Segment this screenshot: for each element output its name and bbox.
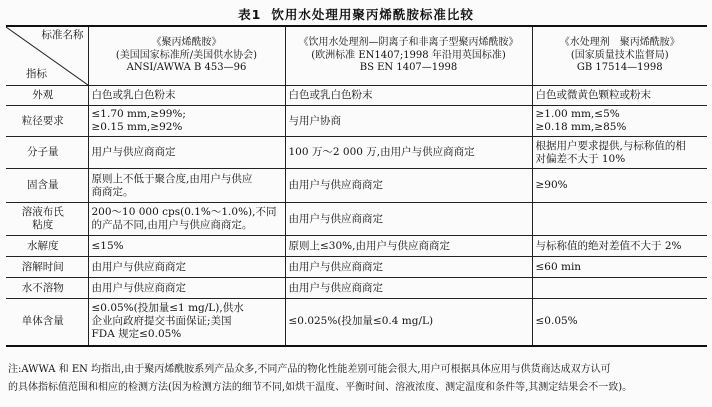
value-cell: 100 万～2 000 万,由用户与供应商商定 — [285, 137, 532, 169]
table-row — [6, 169, 707, 203]
value-cell: 原则上不低于聚合度,由用户与供应 商商定。 — [88, 169, 285, 203]
value-cell: ≤1.70 mm,≥99%; ≥0.15 mm,≥92% — [88, 106, 285, 137]
indicator-cell: 分子量 — [6, 137, 88, 169]
table-row — [6, 203, 707, 236]
value-cell: 由用户与供应商商定 — [88, 278, 285, 299]
table-row — [6, 278, 707, 299]
indicator-cell: 粒径要求 — [6, 106, 88, 137]
table-row — [6, 257, 707, 278]
value-cell: 根据用户要求提供,与标称值的相 对偏差不大于 10% — [532, 137, 707, 169]
indicator-cell: 溶解时间 — [6, 257, 88, 278]
value-cell: 由用户与供应商商定 — [285, 278, 532, 299]
value-cell: 与用户协商 — [285, 106, 532, 137]
table-row — [6, 86, 707, 106]
value-cell: 白色或乳白色粉末 — [285, 86, 532, 106]
value-cell: ≥1.00 mm,≤5% ≥0.18 mm,≥85% — [532, 106, 707, 137]
value-cell — [532, 203, 707, 236]
value-cell: ≤15% — [88, 236, 285, 257]
indicator-label: 指标 — [26, 68, 47, 80]
footnote-line-1: 注:AWWA 和 EN 均指出,由于聚丙烯酰胺系列产品众多,不同产品的物化性能差别可能会很大,用户可根据具体应用与供货商达成双方认可 — [8, 364, 611, 375]
indicator-cell: 固含量 — [6, 169, 88, 203]
value-cell: 由用户与供应商商定 — [88, 257, 285, 278]
indicator-cell: 水不溶物 — [6, 278, 88, 299]
standard-name-label: 标准名称 — [41, 29, 84, 41]
table-title — [0, 5, 712, 23]
value-cell: 用户与供应商商定 — [88, 137, 285, 169]
comparison-table — [6, 25, 707, 347]
value-cell: 与标称值的绝对差值不大于 2% — [532, 236, 707, 257]
value-cell: 由用户与供应商商定 — [285, 257, 532, 278]
footnote-line-2: 的具体指标值范围和相应的检测方法(因为检测方法的细节不同,如烘干温度、平衡时间、溶液浓度、测定温度和条件等,其测定结果会不一致)。 — [8, 382, 633, 393]
value-cell: 白色或乳白色粉末 — [88, 86, 285, 106]
indicator-cell: 单体含量 — [6, 299, 88, 346]
value-cell: 由用户与供应商商定 — [285, 203, 532, 236]
table-row — [6, 299, 707, 346]
value-cell — [532, 278, 707, 299]
indicator-cell: 外观 — [6, 86, 88, 106]
standard-header-gb: 《水处理剂 聚丙烯酰胺》 (国家质量技术监督局) GB 17514—1998 — [532, 26, 707, 86]
table-footnote — [8, 361, 708, 397]
value-cell: ≤60 min — [532, 257, 707, 278]
value-cell: 原则上≤30%,由用户与供应商商定 — [285, 236, 532, 257]
standard-header-ansi: 《聚丙烯酰胺》 (美国国家标准所/美国供水协会) ANSI/AWWA B 453—96 — [88, 26, 285, 86]
standard-header-en: 《饮用水处理剂—阴离子和非离子型聚丙烯酰胺》 (欧洲标准 EN1407;1998 年沿用英国标准) BS EN 1407—1998 — [285, 26, 532, 86]
value-cell: 200～10 000 cps(0.1%～1.0%),不同 的产品不同,由用户与供应商商定。 — [88, 203, 285, 236]
value-cell: 白色或微黄色颗粒或粉末 — [532, 86, 707, 106]
indicator-cell: 溶液布氏 粘度 — [6, 203, 88, 236]
table-caption: 饮用水处理用聚丙烯酰胺标准比较 — [271, 7, 474, 22]
value-cell: ≤0.05% — [532, 299, 707, 346]
table-row — [6, 236, 707, 257]
header-row — [6, 26, 707, 86]
indicator-cell: 水解度 — [6, 236, 88, 257]
value-cell: ≤0.05%(投加量≤1 mg/L),供水 企业向政府提交书面保证;美国 FDA 规定≤0.05% — [88, 299, 285, 346]
value-cell: ≥90% — [532, 169, 707, 203]
value-cell: ≤0.025%(投加量≤0.4 mg/L) — [285, 299, 532, 346]
value-cell: 由用户与供应商商定 — [285, 169, 532, 203]
table-row — [6, 106, 707, 137]
diagonal-header-cell — [6, 26, 88, 86]
table-number: 表1 — [238, 7, 262, 22]
table-row — [6, 137, 707, 169]
